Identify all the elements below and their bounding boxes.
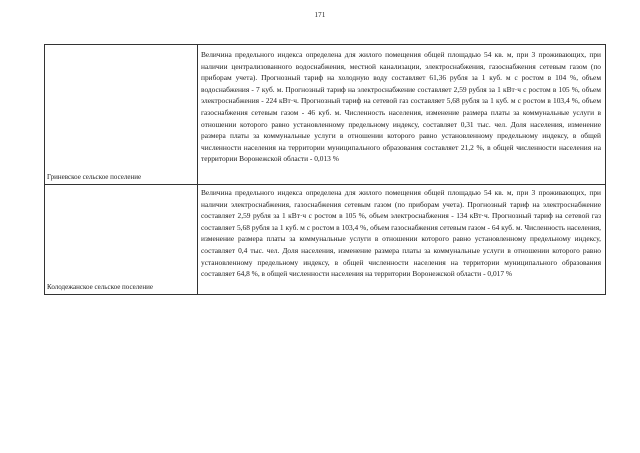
indicator-table [44, 44, 606, 295]
settlement-description: Величина предельного индекса определена для жилого помещения общей площадью 54 кв. м, при 3 проживающих, при наличии электроснабжения, газоснабжения сетевым газом (по приборам учета). Прогнозный тариф на электроснабжение составляет 2,59 рубля за 1 кВт·ч с ростом в 105 %, объем электроснабжения - 134 кВт·ч. Прогнозный тариф на сетевой газ составляет 5,68 рубля за 1 куб. м с ростом в 103,4 %, объем газоснабжения сетевым газом - 64 куб. м. Численность населения, изменение размера платы за коммунальные услуги в отношении которого равно установленному предельному индексу, составляет 0,4 тыс. чел. Доля населения, изменение размера платы за коммунальные услуги в отношении которого равно установленному предельному индексу, в общей численности населения на территории муниципального образования составляет 64,8 %, в общей численности населения на территории Воронежской области - 0,017 % [201, 188, 601, 279]
description-cell [198, 185, 606, 295]
description-cell [198, 45, 606, 185]
settlement-name-cell [45, 45, 198, 185]
settlement-name-cell [45, 185, 198, 295]
page-number: 171 [314, 11, 326, 19]
table-row-grinevskoe [45, 45, 606, 185]
table-row-kolodezhanskoe [45, 185, 606, 295]
settlement-name: Колодежанское сельское поселение [47, 283, 153, 291]
settlement-name: Гриневское сельское поселение [47, 173, 142, 181]
settlement-description: Величина предельного индекса определена для жилого помещения общей площадью 54 кв. м, при 3 проживающих, при наличии централизованного водоснабжения, местной канализации, электроснабжения, газоснабжения сетевым газом (по приборам учета). Прогнозный тариф на холодную воду составляет 61,36 рубля за 1 куб. м с ростом в 104 %, объем водоснабжения - 7 куб. м. Прогнозный тариф на электроснабжение составляет 2,59 рубля за 1 кВт·ч с ростом в 105 %, объем электроснабжения - 224 кВт·ч. Прогнозный тариф на сетевой газ составляет 5,68 рубля за 1 куб. м с ростом в 103,4 %, объем газоснабжения сетевым газом - 46 куб. м. Численность населения, изменение размера платы за коммунальные услуги в отношении которого равно установленному предельному индексу, составляет 0,31 тыс. чел. Доля населения, изменение размера платы за коммунальные услуги в отношении которого равно установленному предельному индексу, в общей численности населения на территории муниципального образования составляет 21,2 %, в общей численности населения на территории Воронежской области - 0,013 % [201, 50, 601, 164]
